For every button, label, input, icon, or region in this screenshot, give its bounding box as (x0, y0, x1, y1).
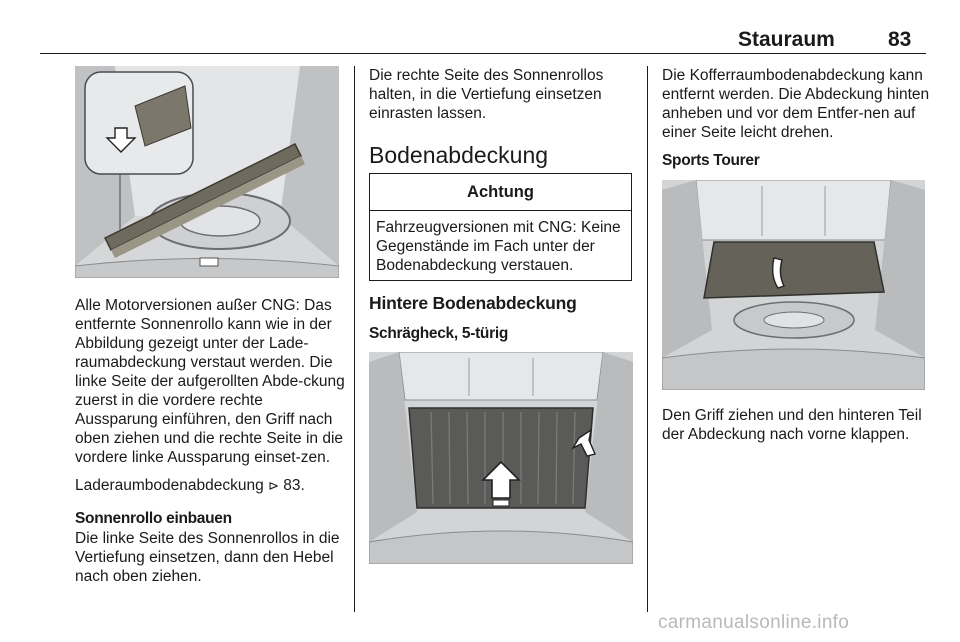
paragraph-stow-cover: Alle Motorversionen außer CNG: Das entfernte Sonnenrollo kann wie in der Abbildung gezeigt unter der Lade-raumabdeckung verstaut werden. Die linke Seite der aufgerollten Abde-ckung zuerst in die vordere rechte Aussparung einführen, den Griff nach oben ziehen und die rechte Seite in die vordere linke Aussparung einset-zen. (75, 297, 345, 466)
heading-sports-tourer: Sports Tourer (662, 152, 760, 169)
paragraph-pull-handle: Den Griff ziehen und den hinteren Teil der Abdeckung nach vorne klappen. (662, 407, 922, 443)
heading-floor-cover: Bodenabdeckung (369, 142, 549, 168)
warning-title: Achtung (370, 174, 631, 211)
column-divider-1 (354, 66, 355, 612)
paragraph-install-sunblind: Die linke Seite des Sonnenrollos in die Vertiefung einsetzen, dann den Hebel nach oben ziehen. (75, 530, 340, 585)
figure-hatchback-floor (369, 352, 633, 564)
heading-hatchback: Schrägheck, 5-türig (369, 325, 509, 342)
warning-box (369, 173, 632, 281)
header-rule (40, 53, 926, 54)
heading-install-sunblind: Sonnenrollo einbauen (75, 510, 232, 527)
figure-sports-tourer-floor (662, 180, 925, 390)
watermark: carmanualsonline.info (658, 612, 850, 633)
section-title: Stauraum (738, 28, 835, 51)
paragraph-continue: Die rechte Seite des Sonnenrollos halten, in die Vertiefung einsetzen einrasten lassen. (369, 67, 604, 122)
warning-text: Fahrzeugversionen mit CNG: Keine Gegenstände im Fach unter der Bodenabdeckung verstauen. (376, 219, 621, 274)
cross-reference[interactable] (75, 476, 345, 496)
heading-rear-floor-cover: Hintere Bodenabdeckung (369, 293, 577, 313)
figure-cover-stowed (75, 66, 339, 278)
page-arrow-icon: ⊳ (268, 479, 279, 494)
page-number: 83 (888, 28, 912, 51)
paragraph-remove-cover: Die Kofferraumbodenabdeckung kann entfernt werden. Die Abdeckung hinten anheben und vor dem Entfer-nen auf einer Seite leicht drehen. (662, 67, 930, 141)
cross-reference-page: 83. (283, 477, 305, 494)
cross-reference-text: Laderaumbodenabdeckung (75, 477, 264, 494)
column-divider-2 (647, 66, 648, 612)
